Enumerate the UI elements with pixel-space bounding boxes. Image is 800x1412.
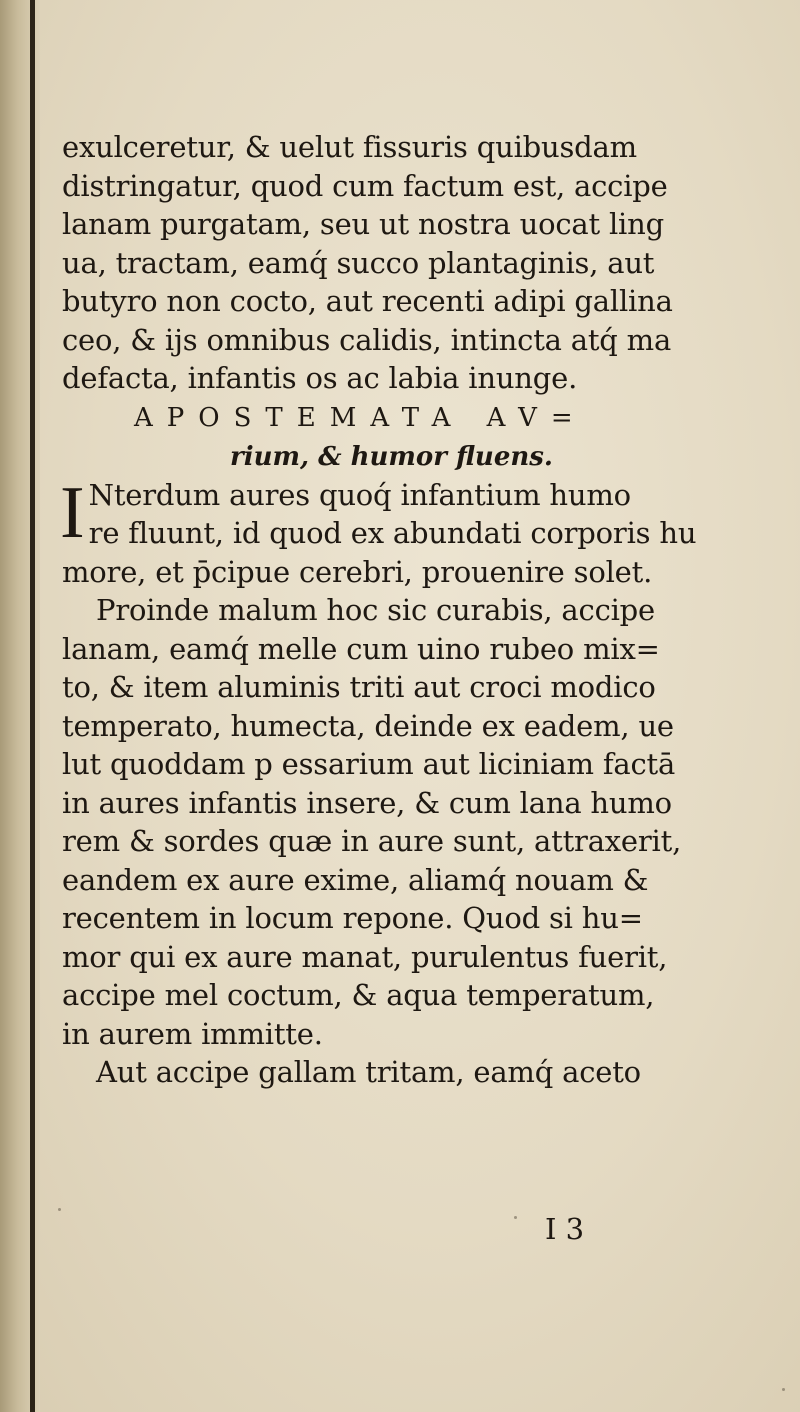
text-line: Proinde malum hoc sic curabis, accipe: [96, 593, 656, 627]
section-heading: APOSTEMATA AV=: [134, 402, 587, 433]
text-line: temperato, humecta, deinde ex eadem, ue: [62, 708, 674, 743]
text-line: recentem in locum repone. Quod si hu=: [62, 901, 643, 935]
binding-edge: [30, 0, 35, 1412]
body-text: [62, 128, 712, 1092]
signature-mark: I 3: [545, 1212, 585, 1246]
text-line: re fluunt, id quod ex abundati corporis hu: [88, 516, 697, 550]
text-line: butyro non cocto, aut recenti adipi gallina: [62, 284, 673, 318]
paper-speck: [782, 1388, 785, 1391]
text-line: lanam, eamq́ melle cum uino rubeo mix=: [62, 631, 660, 666]
initial-paragraph: [60, 471, 712, 554]
text-line: more, et p̄cipue cerebri, prouenire solet.: [62, 554, 653, 589]
text-line: lut quoddam p essarium aut liciniam factā: [62, 747, 676, 781]
text-line: lanam purgatam, seu ut nostra uocat ling: [62, 207, 664, 241]
text-line: Aut accipe gallam tritam, eamq́ aceto: [96, 1055, 641, 1089]
text-line: to, & item aluminis triti aut croci modico: [62, 670, 656, 704]
text-line: exulceretur, & uelut fissuris quibusdam: [62, 130, 637, 164]
text-line: in aurem immitte.: [62, 1016, 323, 1051]
text-line: Nterdum aures quoq́ infantium humo: [88, 477, 631, 512]
text-line: defacta, infantis os ac labia inunge.: [62, 361, 578, 395]
section-subheading: rium, & humor fluens.: [230, 441, 553, 472]
text-line: ua, tractam, eamq́ succo plantaginis, aut: [62, 245, 655, 280]
text-line: accipe mel coctum, & aqua temperatum,: [62, 978, 655, 1012]
text-line: in aures infantis insere, & cum lana humo: [62, 785, 672, 820]
text-line: ceo, & ijs omnibus calidis, intincta atq́ ma: [62, 322, 672, 357]
paper-speck: [58, 1208, 61, 1211]
text-line: mor qui ex aure manat, purulentus fuerit,: [62, 939, 668, 974]
text-line: rem & sordes quæ in aure sunt, attraxerit,: [62, 824, 682, 858]
drop-cap: I: [60, 471, 85, 554]
text-line: distringatur, quod cum factum est, accipe: [62, 168, 668, 203]
paper-speck: [514, 1216, 517, 1219]
text-line: eandem ex aure exime, aliamq́ nouam &: [62, 862, 649, 897]
